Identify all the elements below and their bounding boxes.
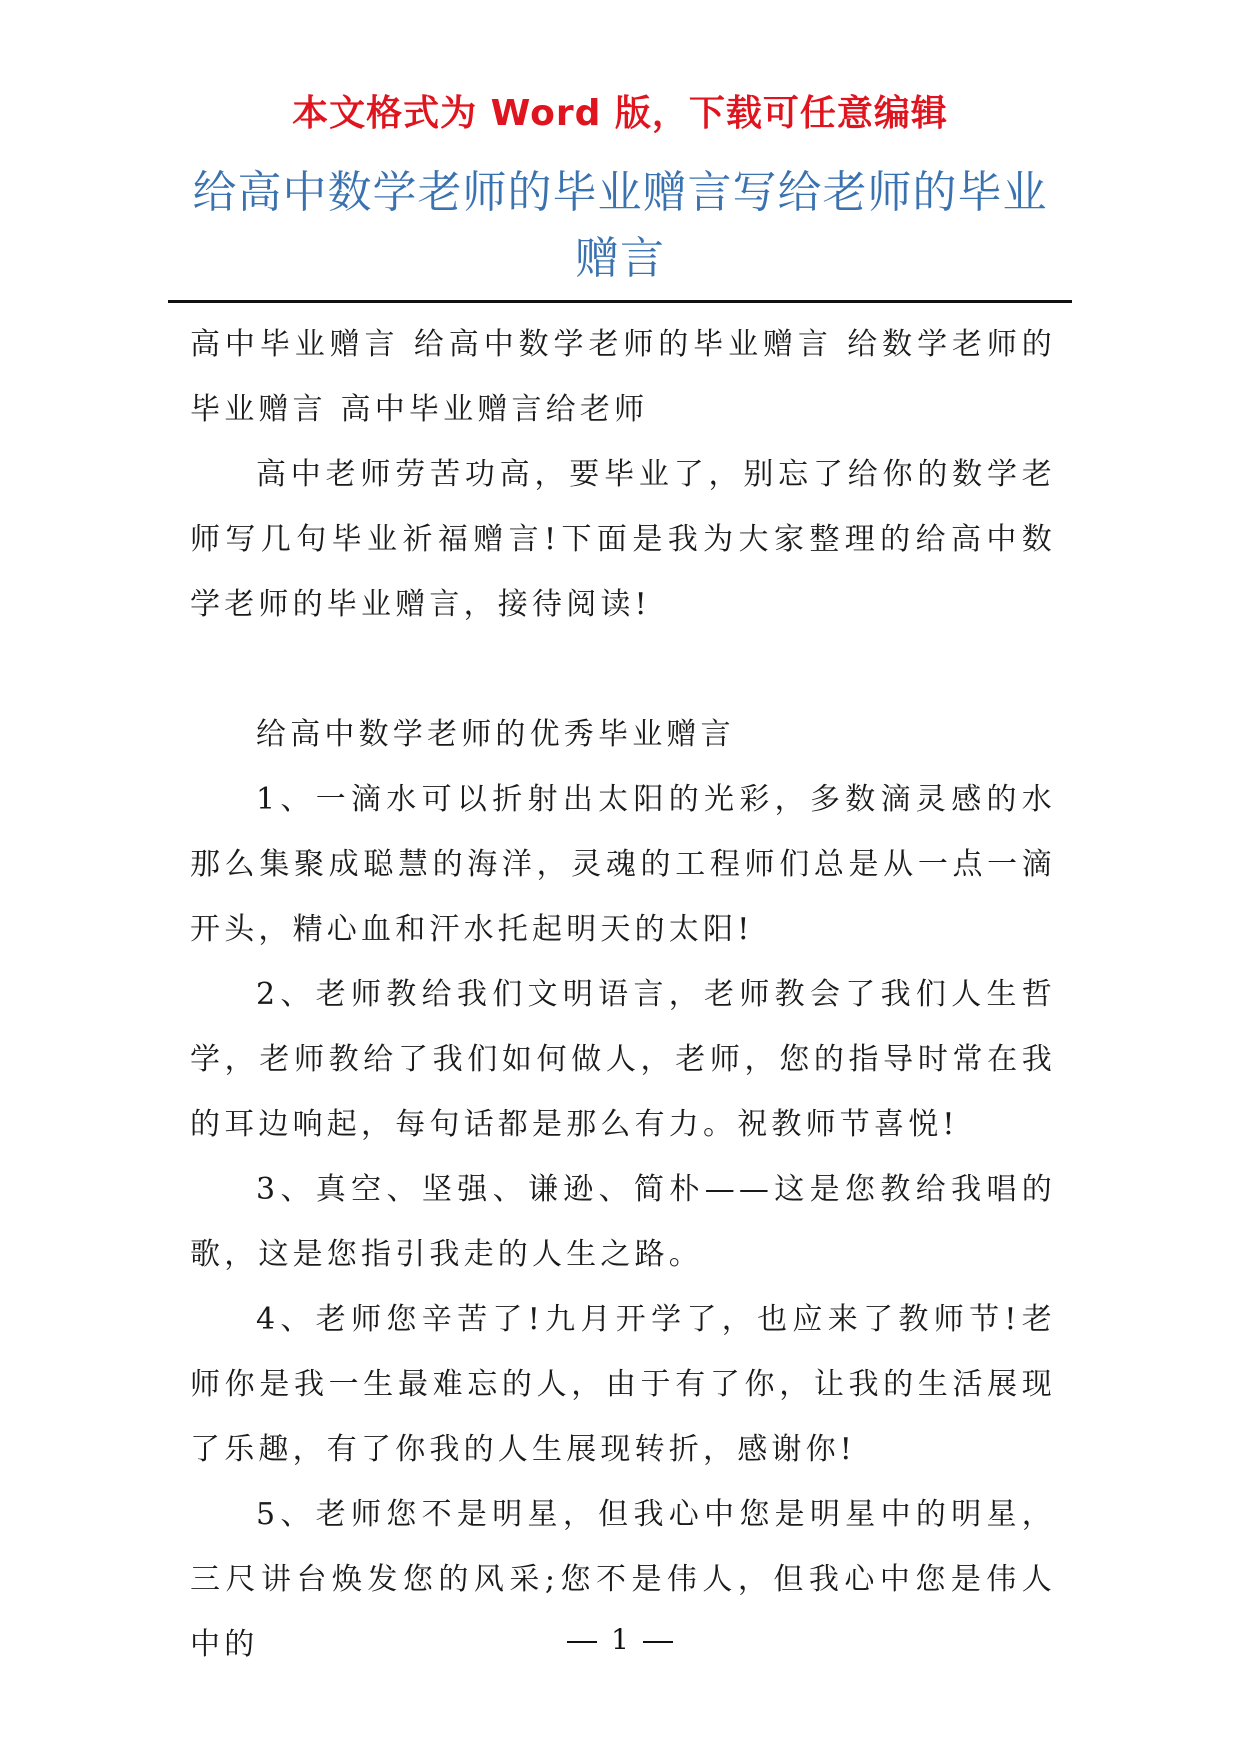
dash-right	[643, 1641, 673, 1643]
dash-left	[567, 1641, 597, 1643]
document-body	[190, 312, 1056, 1677]
section-heading: 给高中数学老师的优秀毕业赠言	[256, 717, 735, 752]
list-item: 2、老师教给我们文明语言，老师教会了我们人生哲学，老师教给了我们如何做人，老师，您的指导时常在我的耳边响起，每句话都是那么有力。祝教师节喜悦!	[190, 977, 1056, 1142]
list-item: 4、老师您辛苦了!九月开学了，也应来了教师节!老师你是我一生最难忘的人，由于有了你，让我的生活展现了乐趣，有了你我的人生展现转折，感谢你!	[190, 1302, 1056, 1467]
list-item: 3、真空、坚强、谦逊、简朴——这是您教给我唱的歌，这是您指引我走的人生之路。	[190, 1172, 1056, 1272]
list-item: 1、一滴水可以折射出太阳的光彩，多数滴灵感的水那么集聚成聪慧的海洋，灵魂的工程师们总是从一点一滴开头，精心血和汗水托起明天的太阳!	[190, 782, 1056, 947]
page-footer	[0, 1620, 1240, 1660]
document-title: 给高中数学老师的毕业赠言写给老师的毕业赠言	[192, 167, 1048, 284]
page-number: 1	[611, 1623, 629, 1656]
paragraph-spacer	[190, 637, 1056, 702]
keywords-line: 高中毕业赠言 给高中数学老师的毕业赠言 给数学老师的毕业赠言 高中毕业赠言给老师	[190, 327, 1056, 427]
list-item: 5、老师您不是明星，但我心中您是明星中的明星，三尺讲台焕发您的风采;您不是伟人，但我心中您是伟人中的	[190, 1497, 1056, 1662]
word-format-banner: 本文格式为 Word 版，下载可任意编辑	[292, 93, 948, 134]
intro-paragraph: 高中老师劳苦功高，要毕业了，别忘了给你的数学老师写几句毕业祈福赠言!下面是我为大家整理的给高中数学老师的毕业赠言，接待阅读!	[190, 457, 1056, 622]
title-divider	[168, 300, 1072, 303]
